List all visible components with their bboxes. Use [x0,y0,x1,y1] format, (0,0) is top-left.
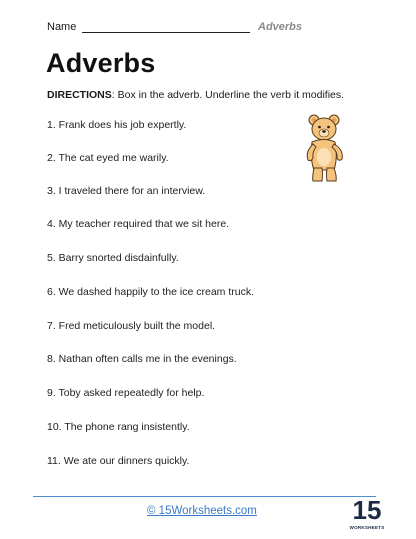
logo-text: WORKSHEETS [349,525,385,530]
question-item: 5. Barry snorted disdainfully. [47,252,179,264]
directions-text: : Box in the adverb. Underline the verb it modifies. [111,89,345,101]
footer-divider [33,496,376,497]
question-item: 4. My teacher required that we sit here. [47,218,230,230]
name-write-line [82,32,250,33]
logo-number: 15 [352,495,382,525]
bear-illustration [300,112,350,184]
header-topic: Adverbs [258,21,303,33]
footer-copyright-link[interactable]: © 15Worksheets.com [147,505,257,517]
question-item: 7. Fred meticulously built the model. [47,320,216,332]
question-item: 6. We dashed happily to the ice cream truck. [47,286,254,298]
question-item: 11. We ate our dinners quickly. [47,455,190,467]
question-item: 9. Toby asked repeatedly for help. [47,387,205,399]
name-label: Name [47,21,77,33]
worksheets-logo-icon [349,493,385,533]
question-item: 3. I traveled there for an interview. [47,185,206,197]
question-item: 8. Nathan often calls me in the evenings. [47,353,237,365]
question-item: 2. The cat eyed me warily. [47,152,169,164]
directions-label: DIRECTIONS [47,89,112,101]
worksheet-header [47,21,377,35]
question-item: 1. Frank does his job expertly. [47,119,187,131]
directions [47,89,344,101]
page-title: Adverbs [46,48,156,78]
question-item: 10. The phone rang insistently. [47,421,190,433]
